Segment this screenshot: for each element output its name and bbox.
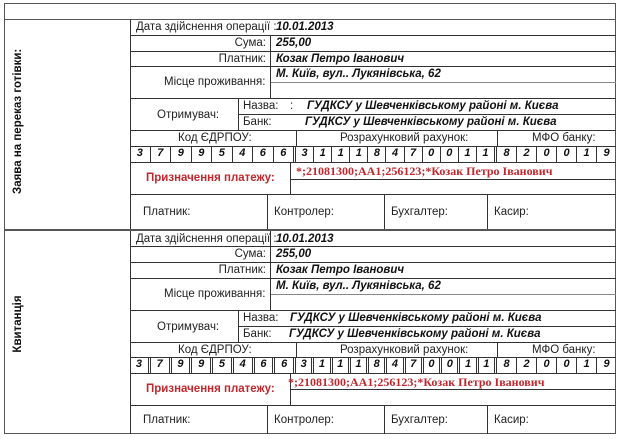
digit: 7 — [405, 146, 423, 162]
digit: 1 — [333, 357, 351, 373]
digit: 0 — [441, 146, 459, 162]
digit: 4 — [234, 357, 255, 373]
date-value: 10.01.2013 — [276, 21, 334, 33]
bank-value: ГУДКСУ у Шевченківському районі м. Києва — [305, 116, 557, 128]
purpose-value: *;21081300;AA1;256123;*Козак Петро Іванович — [296, 164, 553, 178]
edrpou-label: Код ЄДРПОУ: — [178, 132, 252, 144]
digit: 1 — [459, 146, 477, 162]
name-value: ГУДКСУ у Шевченківському районі м. Києва — [307, 100, 559, 112]
digit: 1 — [332, 146, 350, 162]
digit: 4 — [386, 146, 404, 162]
account-digits — [296, 146, 497, 162]
digit: 0 — [557, 357, 577, 373]
residence-label: Місце проживання: — [164, 76, 266, 88]
digit: 4 — [233, 146, 254, 162]
digit: 1 — [460, 357, 478, 373]
digit: 6 — [253, 146, 274, 162]
sign-cashier: Касир: — [494, 206, 529, 218]
digit: 3 — [296, 357, 314, 373]
digit: 1 — [350, 146, 368, 162]
side-title-receipt: Квитанція — [12, 295, 24, 353]
account-label: Розрахунковий рахунок: — [340, 344, 469, 356]
sum-label: Сума: — [234, 248, 266, 260]
sign-accountant: Бухгалтер: — [391, 206, 448, 218]
digit: 8 — [497, 357, 517, 373]
digit: 0 — [423, 146, 441, 162]
sum-label: Сума: — [234, 37, 266, 49]
account-digits — [296, 357, 497, 373]
digit: 7 — [406, 357, 424, 373]
account-label: Розрахунковий рахунок: — [340, 132, 469, 144]
recipient-label: Отримувач: — [157, 109, 220, 121]
sign-cashier: Касир: — [494, 414, 529, 426]
bank-label: Банк: — [243, 116, 272, 128]
digit: 1 — [577, 357, 597, 373]
digit: 9 — [192, 146, 213, 162]
digit: 9 — [172, 357, 193, 373]
digit: 0 — [442, 357, 460, 373]
bank-value: ГУДКСУ у Шевченківському районі м. Києва — [289, 328, 541, 340]
edrpou-digits — [130, 146, 296, 162]
sum-value: 255,00 — [276, 37, 312, 49]
digit: 4 — [387, 357, 405, 373]
sign-payer: Платник: — [143, 414, 191, 426]
mfo-digits — [497, 146, 616, 162]
edrpou-digits — [130, 357, 296, 373]
payer-value: Козак Петро Іванович — [276, 53, 405, 65]
name-label: Назва: — [243, 100, 279, 112]
digit: 1 — [351, 357, 369, 373]
edrpou-label: Код ЄДРПОУ: — [178, 344, 252, 356]
purpose-label: Призначення платежу: — [146, 383, 275, 395]
recipient-label: Отримувач: — [157, 321, 220, 333]
payer-value: Козак Петро Іванович — [276, 264, 405, 276]
digit: 6 — [275, 357, 296, 373]
digit: 3 — [130, 357, 151, 373]
digit: 1 — [577, 146, 597, 162]
sign-controller: Контролер: — [274, 414, 334, 426]
digit: 6 — [274, 146, 297, 162]
sign-payer: Платник: — [143, 206, 191, 218]
sign-controller: Контролер: — [274, 206, 334, 218]
digit: 8 — [368, 146, 386, 162]
name-label: Назва: — [243, 312, 279, 324]
digit: 9 — [192, 357, 213, 373]
purpose-label: Призначення платежу: — [146, 172, 275, 184]
digit: 0 — [537, 357, 557, 373]
date-label: Дата здійснення операції : — [136, 233, 277, 245]
purpose-value: *;21081300;AA1;256123;*Козак Петро Іванович — [288, 375, 545, 389]
residence-value: М. Київ, вул.. Лукянівська, 62 — [276, 68, 441, 80]
digit: 1 — [314, 357, 332, 373]
digit: 9 — [171, 146, 192, 162]
digit: 2 — [517, 357, 537, 373]
date-label: Дата здійснення операції : — [136, 21, 277, 33]
residence-label: Місце проживання: — [164, 288, 266, 300]
digit: 9 — [603, 358, 610, 370]
payer-label: Платник: — [218, 264, 266, 276]
digit: 5 — [212, 146, 233, 162]
payer-label: Платник: — [218, 53, 266, 65]
mfo-digits — [497, 357, 616, 373]
mfo-label: МФО банку: — [532, 344, 596, 356]
digit: 1 — [479, 357, 497, 373]
mfo-label: МФО банку: — [532, 132, 596, 144]
sum-value: 255,00 — [276, 248, 312, 260]
name-value: ГУДКСУ у Шевченківському районі м. Києва — [290, 312, 542, 324]
header-divider — [4, 19, 616, 20]
digit: 1 — [314, 146, 332, 162]
side-title-application: Заява на переказ готівки: — [12, 48, 24, 194]
sign-accountant: Бухгалтер: — [391, 414, 448, 426]
digit: 8 — [369, 357, 387, 373]
digit: 3 — [130, 146, 151, 162]
digit: 3 — [296, 146, 314, 162]
bank-label: Банк: — [243, 328, 272, 340]
digit: 9 — [603, 147, 610, 159]
digit: 0 — [424, 357, 442, 373]
digit: 2 — [517, 146, 537, 162]
residence-value: М. Київ, вул.. Лукянівська, 62 — [276, 280, 441, 292]
digit: 6 — [255, 357, 276, 373]
digit: 0 — [537, 146, 557, 162]
digit: 5 — [213, 357, 234, 373]
digit: 8 — [497, 146, 517, 162]
name-sep: : — [290, 100, 294, 112]
date-value: 10.01.2013 — [276, 233, 334, 245]
digit: 0 — [557, 146, 577, 162]
digit: 1 — [477, 146, 497, 162]
digit: 7 — [151, 357, 172, 373]
digit: 7 — [151, 146, 172, 162]
